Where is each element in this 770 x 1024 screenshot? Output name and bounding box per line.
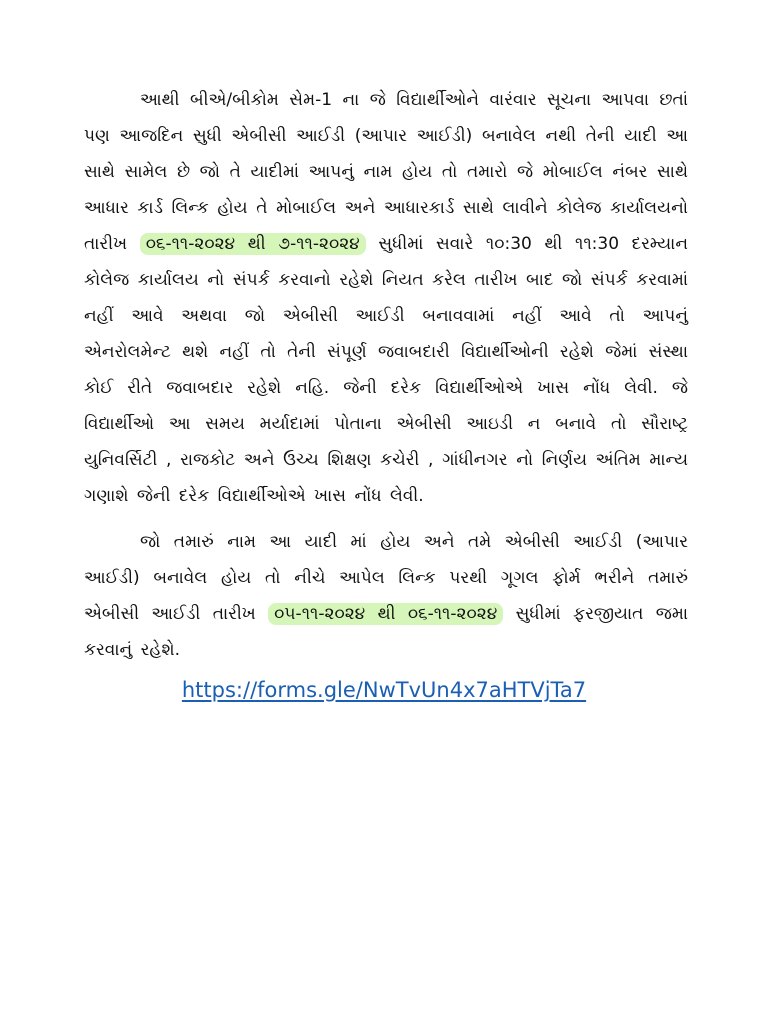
notice-paragraph-1 (84, 82, 688, 514)
paragraph-2-text-end: સુધીમાં ફરજીયાત જમા કરવાનું રહેશે. (84, 604, 689, 660)
paragraph-1-text-end: સુધીમાં સવારે ૧૦:30 થી ૧૧:30 દરમ્યાન કોલેજ કાર્યાલય નો સંપર્ક કરવાનો રહેશે નિયત કરેલ તારીખ બાદ જો સંપર્ક કરવામાં નહીં આવે અથવા જો એબીસી આઈડી બનાવવામાં નહીં આવે તો આપનું એનરોલમેન્ટ થશે નહીં તો તેની સંપૂર્ણ જવાબદારી વિદ્યાર્થીઓની રહેશે જેમાં સંસ્થા કોઈ રીતે જવાબદાર રહેશે નહિ. જેની દરેક વિદ્યાર્થીઓએ ખાસ નોંધ લેવી. જે વિદ્યાર્થીઓ આ સમય મર્યાદામાં પોતાના એબીસી આઇડી ન બનાવે તો સૌરાષ્ટ્ર યુનિવર્સિટી , રાજકોટ અને ઉચ્ચ શિક્ષણ કચેરી , ગાંધીનગર નો નિર્ણય અંતિમ માન્ય ગણાશે જેની દરેક વિદ્યાર્થીઓએ ખાસ નોંધ લેવી. (84, 234, 688, 506)
notice-paragraph-2 (84, 524, 688, 668)
link-container (84, 678, 688, 702)
paragraph-1-text-start: આથી બીએ/બીકોમ સેમ-1 ના જે વિદ્યાર્થીઓને વારંવાર સૂચના આપવા છતાં પણ આજદિન સુધી એબીસી આઈડી (આપાર આઈડી) બનાવેલ નથી તેની યાદી આ સાથે સામેલ છે જો તે યાદીમાં આપનું નામ હોય તો તમારો જે મોબાઈલ નંબર સાથે આધાર કાર્ડ લિન્ક હોય તે મોબાઈલ અને આધારકાર્ડ સાથે લાવીને કોલેજ કાર્યાલયનો તારીખ (84, 90, 688, 254)
highlighted-date-range-1: ૦૬-૧૧-૨૦૨૪ થી ૭-૧૧-૨૦૨૪ (140, 233, 366, 255)
google-form-link[interactable]: https://forms.gle/NwTvUn4x7aHTVjTa7 (181, 678, 587, 702)
highlighted-date-range-2: ૦૫-૧૧-૨૦૨૪ થી ૦૬-૧૧-૨૦૨૪ (268, 603, 503, 625)
paragraph-2-text-start: જો તમારું નામ આ યાદી માં હોય અને તમે એબીસી આઈડી (આપાર આઈડી) બનાવેલ હોય તો નીચે આપેલ લિન્ક પરથી ગૂગલ ફોર્મ ભરીને તમારું એબીસી આઈડી તારીખ (84, 532, 688, 624)
